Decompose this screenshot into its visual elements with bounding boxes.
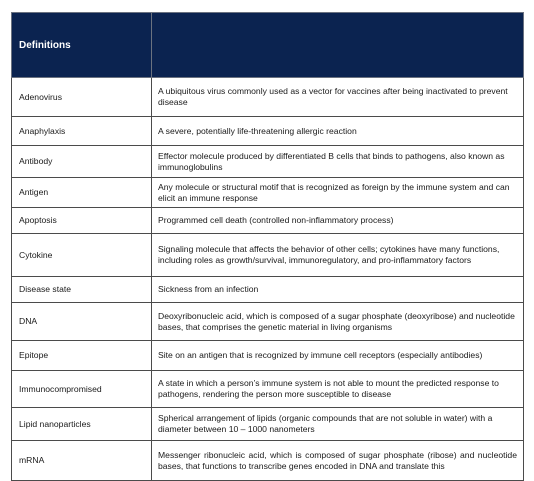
table-row: [12, 208, 524, 234]
definition-cell: Site on an antigen that is recognized by immune cell receptors (especially antibodies): [152, 341, 524, 371]
definition-cell: Programmed cell death (controlled non-inflammatory process): [152, 208, 524, 234]
term-cell: DNA: [12, 303, 152, 341]
term-cell: Cytokine: [12, 234, 152, 277]
term-cell: Anaphylaxis: [12, 117, 152, 146]
term-cell: Antigen: [12, 178, 152, 208]
definition-cell: Messenger ribonucleic acid, which is composed of sugar phosphate (ribose) and nucleotide bases, that functions to transcribe genes encoded in DNA and translate this: [152, 441, 524, 481]
definition-cell: Effector molecule produced by differentiated B cells that binds to pathogens, also known as immunoglobulins: [152, 146, 524, 178]
table-row: [12, 408, 524, 441]
definition-cell: Spherical arrangement of lipids (organic compounds that are not soluble in water) with a diameter between 10 – 1000 nanometers: [152, 408, 524, 441]
definition-cell: A state in which a person’s immune system is not able to mount the predicted response to pathogens, rendering the person more susceptible to disease: [152, 371, 524, 408]
table-row: [12, 178, 524, 208]
term-cell: Apoptosis: [12, 208, 152, 234]
header-blank: [152, 13, 524, 78]
table-row: [12, 303, 524, 341]
table-row: [12, 234, 524, 277]
term-cell: Antibody: [12, 146, 152, 178]
table-row: [12, 441, 524, 481]
table-row: [12, 277, 524, 303]
definition-cell: A ubiquitous virus commonly used as a vector for vaccines after being inactivated to prevent disease: [152, 78, 524, 117]
table-row: [12, 371, 524, 408]
table-row: [12, 78, 524, 117]
header-definitions: Definitions: [12, 13, 152, 78]
definitions-table: [11, 12, 524, 481]
definition-cell: Sickness from an infection: [152, 277, 524, 303]
table-row: [12, 117, 524, 146]
term-cell: Adenovirus: [12, 78, 152, 117]
table-header-row: [12, 13, 524, 78]
definition-cell: Deoxyribonucleic acid, which is composed of a sugar phosphate (deoxyribose) and nucleotide bases, that comprises the genetic material in living organisms: [152, 303, 524, 341]
term-cell: mRNA: [12, 441, 152, 481]
term-cell: Immunocompromised: [12, 371, 152, 408]
table-row: [12, 341, 524, 371]
term-cell: Epitope: [12, 341, 152, 371]
term-cell: Disease state: [12, 277, 152, 303]
definition-cell: A severe, potentially life-threatening allergic reaction: [152, 117, 524, 146]
definitions-page: [11, 12, 523, 481]
definition-cell: Any molecule or structural motif that is recognized as foreign by the immune system and can elicit an immune response: [152, 178, 524, 208]
term-cell: Lipid nanoparticles: [12, 408, 152, 441]
definition-cell: Signaling molecule that affects the behavior of other cells; cytokines have many functions, including roles as growth/survival, immunoregulatory, and pro-inflammatory factors: [152, 234, 524, 277]
table-row: [12, 146, 524, 178]
